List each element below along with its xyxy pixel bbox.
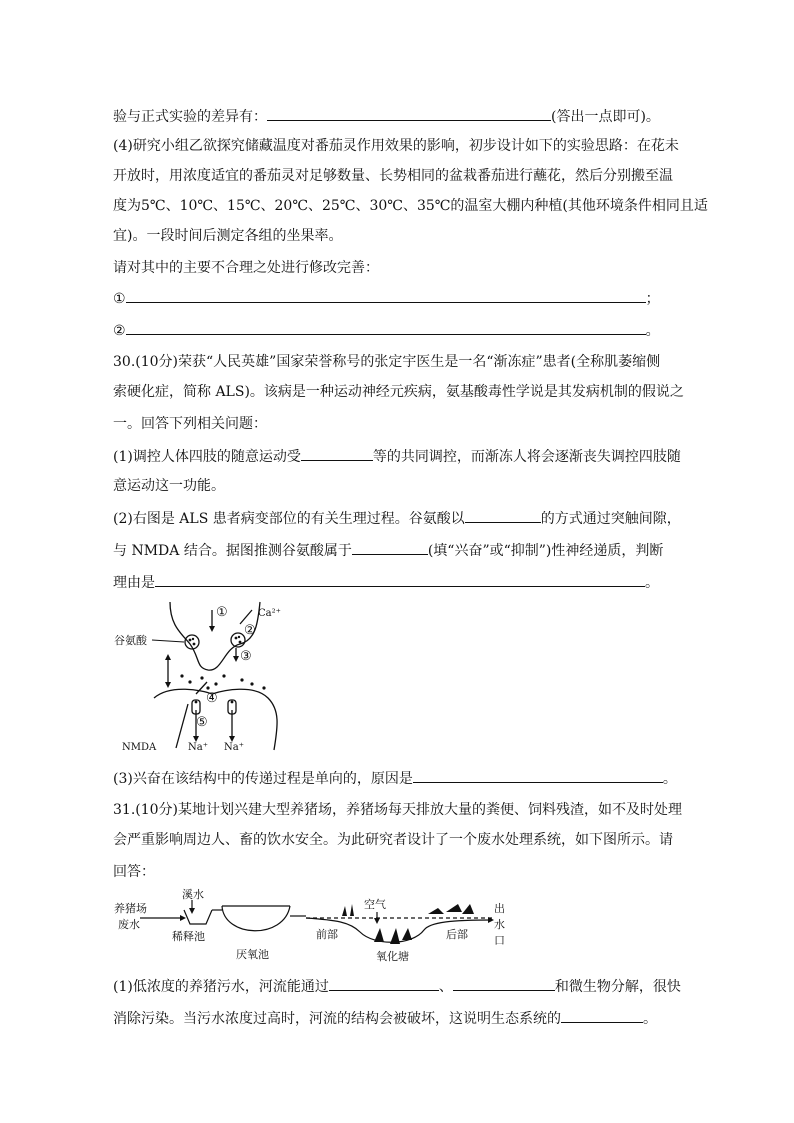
nmda-label: NMDA [122, 742, 157, 753]
air-label: 空气 [364, 898, 386, 911]
oxidation-pond-label: 氧化塘 [376, 950, 409, 963]
synapse-figure [112, 598, 292, 763]
outlet-label-1: 出 [494, 902, 505, 915]
answer-blank[interactable] [126, 288, 646, 303]
text-line-7: ① ； [113, 288, 660, 309]
wastewater-figure [112, 888, 512, 968]
glutamate-label: 谷氨酸 [114, 634, 147, 647]
text-line-18: 31.(10分)某地计划兴建大型养猪场，养猪场每天排放大量的粪便、饲料残渣，如不及时处理 [113, 802, 683, 818]
outlet-label-3: 口 [494, 934, 505, 947]
text-line-20: 回答： [113, 864, 155, 880]
marker-4: ④ [206, 691, 218, 706]
answer-blank[interactable] [329, 976, 439, 991]
text-line-5: 宜)。一段时间后测定各组的坐果率。 [113, 228, 343, 244]
text-line-12: (1)调控人体四肢的随意运动受 等的共同调控，而渐冻人将会逐渐丧失调控四肢随 [113, 446, 681, 467]
marker-3: ③ [240, 649, 252, 664]
dilution-pool-label: 稀释池 [172, 930, 205, 943]
answer-blank[interactable] [267, 106, 551, 121]
answer-blank[interactable] [413, 768, 663, 783]
front-section-label: 前部 [316, 928, 338, 941]
marker-5: ⑤ [196, 715, 208, 730]
text-line-9: 30.(10分)荣获“人民英雄”国家荣誉称号的张定宇医生是一名“渐冻症”患者(全称肌萎缩侧 [113, 354, 661, 370]
answer-blank[interactable] [561, 1008, 643, 1023]
text-line-10: 索硬化症，简称 ALS)。该病是一种运动神经元疾病，氨基酸毒性学说是其发病机制的假说之 [113, 384, 684, 400]
text-line-13: 意运动这一功能。 [113, 478, 225, 494]
text-line-21: (1)低浓度的养猪污水，河流能通过 、 和微生物分解，很快 [113, 976, 681, 997]
stream-label: 溪水 [182, 888, 204, 901]
wastewater-label: 废水 [118, 918, 140, 931]
text-line-22: 消除污染。当污水浓度过高时，河流的结构会被破坏，这说明生态系统的 。 [113, 1008, 657, 1029]
text-line-4: 度为5℃、10℃、15℃、20℃、25℃、30℃、35℃的温室大棚内种植(其他环境条件相同且适 [113, 198, 708, 214]
answer-blank[interactable] [465, 508, 541, 523]
sodium-label-2: Na⁺ [224, 742, 244, 753]
outlet-label-2: 水 [494, 918, 505, 931]
answer-blank[interactable] [301, 446, 373, 461]
text-line-11: 一。回答下列相关问题： [113, 416, 267, 432]
text-line-17: (3)兴奋在该结构中的传递过程是单向的，原因是 。 [113, 768, 677, 789]
calcium-label: Ca²⁺ [258, 608, 281, 619]
anaerobic-pool-label: 厌氧池 [236, 948, 269, 961]
text-line-6: 请对其中的主要不合理之处进行修改完善： [113, 260, 379, 276]
text-line-19: 会严重影响周边人、畜的饮水安全。为此研究者设计了一个废水处理系统，如下图所示。请 [113, 832, 673, 848]
text-line-1: 验与正式实验的差异有： (答出一点即可)。 [113, 106, 660, 127]
text-line-14: (2)右图是 ALS 患者病变部位的有关生理过程。谷氨酸以 的方式通过突触间隙， [113, 508, 681, 529]
answer-blank[interactable] [126, 320, 646, 335]
text-line-8: ② 。 [113, 320, 660, 341]
text-line-2: (4)研究小组乙欲探究储藏温度对番茄灵作用效果的影响，初步设计如下的实验思路：在花未 [113, 138, 679, 154]
marker-2: ② [244, 623, 256, 638]
text-line-3: 开放时，用浓度适宜的番茄灵对足够数量、长势相同的盆栽番茄进行蘸花，然后分别搬至温 [113, 168, 673, 184]
marker-1: ① [216, 605, 228, 620]
back-section-label: 后部 [446, 928, 468, 941]
sodium-label-1: Na⁺ [188, 742, 208, 753]
answer-blank[interactable] [453, 976, 555, 991]
text-line-15: 与 NMDA 结合。据图推测谷氨酸属于 (填“兴奋”或“抑制”)性神经递质，判断 [113, 540, 663, 561]
pig-farm-label: 养猪场 [114, 902, 147, 915]
answer-blank[interactable] [352, 540, 428, 555]
answer-blank[interactable] [155, 572, 645, 587]
text-line-16: 理由是 。 [113, 572, 659, 593]
